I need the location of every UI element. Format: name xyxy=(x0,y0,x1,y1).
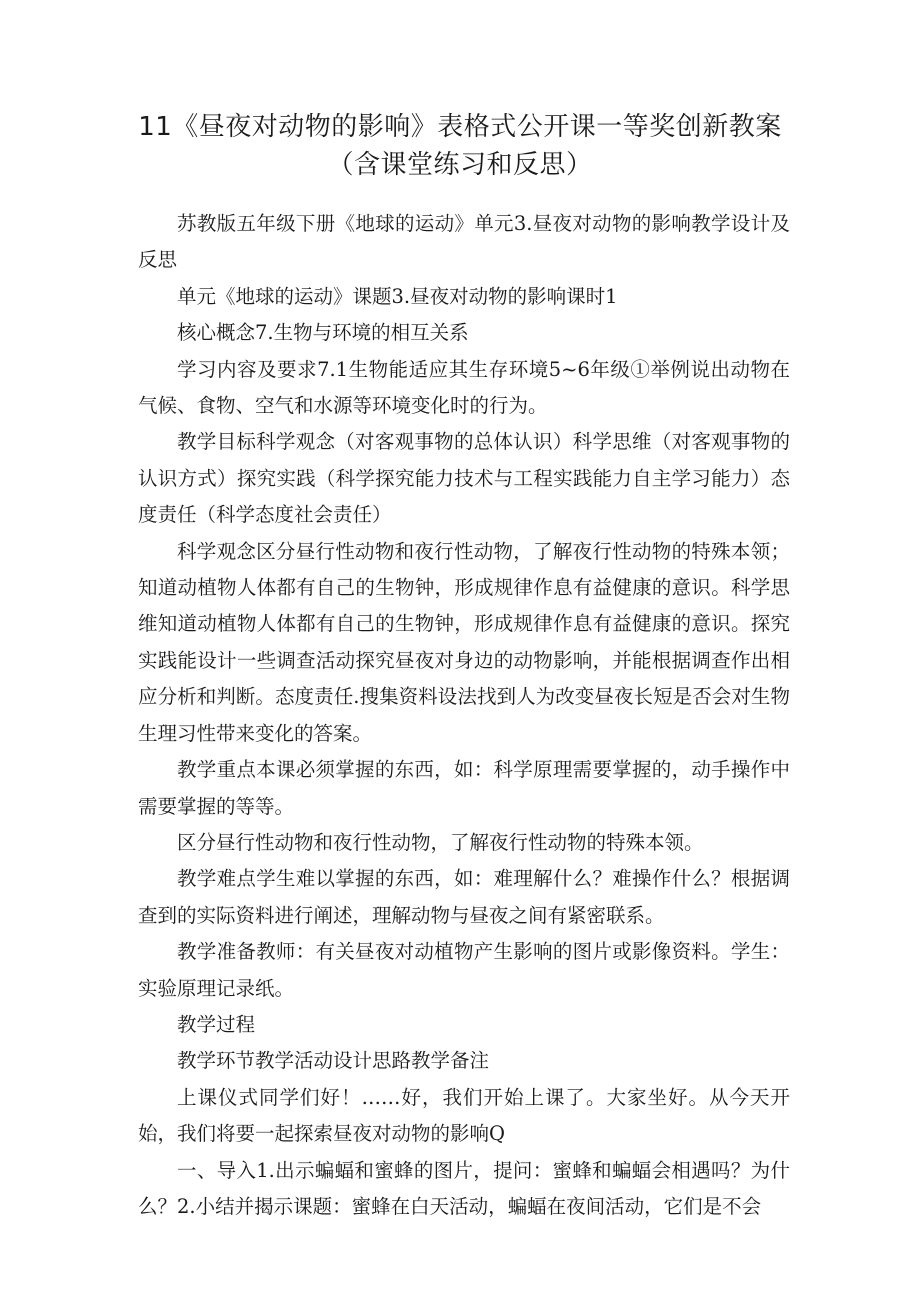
paragraph-teaching-process: 教学过程 xyxy=(177,1012,256,1036)
document-title: 11《昼夜对动物的影响》表格式公开课一等奖创新教案（含课堂练习和反思） xyxy=(138,112,782,180)
paragraph-table-header: 教学环节教学活动设计思路教学备注 xyxy=(177,1049,490,1073)
paragraph-teaching-focus: 教学重点本课必须掌握的东西，如：科学原理需要掌握的，动手操作中需要掌握的等等。 xyxy=(138,758,790,818)
paragraph-edition: 苏教版五年级下册《地球的运动》单元3.昼夜对动物的影响教学设计及反思 xyxy=(138,212,790,272)
paragraph-teaching-objectives: 教学目标科学观念（对客观事物的总体认识）科学思维（对客观事物的认识方式）探究实践（科学探究能力技术与工程实践能力自主学习能力）态度责任（科学态度社会责任） xyxy=(138,430,790,527)
paragraph-teaching-difficulty: 教学难点学生难以掌握的东西，如：难理解什么？难操作什么？根据调查到的实际资料进行阐述，理解动物与昼夜之间有紧密联系。 xyxy=(138,867,790,927)
paragraph-learning-content: 学习内容及要求7.1生物能适应其生存环境5~6年级①举例说出动物在气候、食物、空气和水源等环境变化时的行为。 xyxy=(138,357,790,418)
paragraph-teaching-preparation: 教学准备教师：有关昼夜对动植物产生影响的图片或影像资料。学生：实验原理记录纸。 xyxy=(138,940,790,1000)
paragraph-core-concept: 核心概念7.生物与环境的相互关系 xyxy=(177,321,469,345)
document-body xyxy=(138,206,790,1225)
paragraph-focus-detail: 区分昼行性动物和夜行性动物，了解夜行性动物的特殊本领。 xyxy=(177,830,704,854)
paragraph-class-ritual: 上课仪式同学们好！……好，我们开始上课了。大家坐好。从今天开始，我们将要一起探索昼夜对动物的影响Q xyxy=(138,1085,790,1146)
paragraph-unit: 单元《地球的运动》课题3.昼夜对动物的影响课时1 xyxy=(177,284,618,308)
paragraph-introduction: 一、导入1.出示蝙蝠和蜜蜂的图片，提问：蜜蜂和蝙蝠会相遇吗？为什么？2.小结并揭示课题：蜜蜂在白天活动，蝙蝠在夜间活动，它们是不会 xyxy=(138,1158,790,1218)
paragraph-science-concepts: 科学观念区分昼行性动物和夜行性动物，了解夜行性动物的特殊本领；知道动植物人体都有自己的生物钟，形成规律作息有益健康的意识。科学思维知道动植物人体都有自己的生物钟，形成规律作息有益健康的意识。探究实践能设计一些调查活动探究昼夜对身边的动物影响，并能根据调查作出相应分析和判断。态度责任.搜集资料设法找到人为改变昼夜长短是否会对生物生理习性带来变化的答案。 xyxy=(138,539,790,745)
